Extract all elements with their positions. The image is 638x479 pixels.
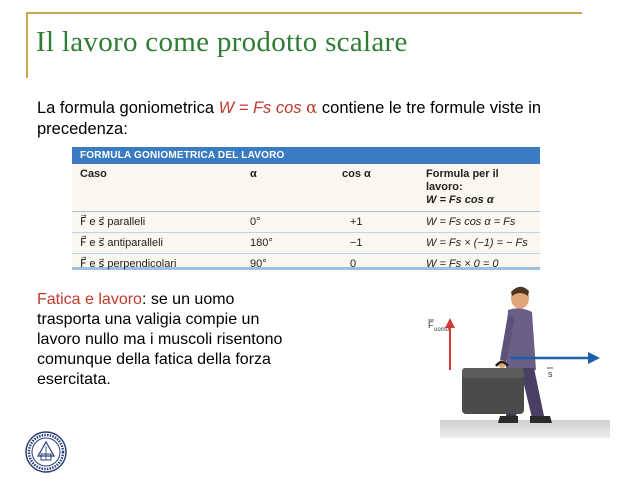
intro-text-before: La formula goniometrica (37, 99, 219, 117)
table-heading: FORMULA GONIOMETRICA DEL LAVORO (72, 147, 540, 164)
cell-law: W = Fs × 0 = 0 (426, 258, 499, 270)
intro-text-after: contiene le tre formule viste in precedenza: (37, 99, 542, 138)
cell-law: W = Fs × (−1) = − Fs (426, 237, 528, 249)
man-shoe-front (530, 416, 552, 423)
intro-alpha: α (306, 98, 318, 117)
column-header-law-line1: Formula per il lavoro: (426, 168, 499, 193)
cell-cos: +1 (350, 216, 363, 228)
table-row (72, 233, 540, 254)
force-label-sub: uomo (434, 327, 450, 333)
cell-alpha: 0° (250, 216, 261, 228)
column-header-cos: cos α (342, 168, 371, 180)
column-header-law-line2: W = Fs cos α (426, 194, 494, 206)
university-seal-logo (24, 430, 68, 474)
title-rule-vertical (26, 12, 28, 78)
cell-cos: −1 (350, 237, 363, 249)
man-shoe-back (498, 416, 518, 423)
cell-caso: F⃗ e s⃗ perpendicolari (80, 258, 177, 270)
intro-formula: W = Fs cos (218, 99, 307, 117)
cell-law: W = Fs cos α = Fs (426, 216, 516, 228)
slide-title: Il lavoro come prodotto scalare (36, 26, 408, 58)
displacement-label: s (548, 369, 553, 379)
fatica-lead: Fatica e lavoro (37, 291, 142, 308)
table-header-row (72, 164, 540, 212)
title-rule-horizontal (26, 12, 582, 14)
cell-cos: 0 (350, 258, 357, 270)
work-formula-table (72, 147, 540, 270)
cell-alpha: 180° (250, 237, 273, 249)
column-header-alpha: α (250, 168, 257, 180)
fatica-text: : se un uomo trasporta una valigia compie un lavoro nullo ma i muscoli risentono comunque della fatica della forza esercitata. (37, 291, 283, 388)
cell-caso: F⃗ e s⃗ paralleli (80, 216, 146, 228)
column-header-law (418, 164, 540, 212)
table-row (72, 254, 540, 275)
cell-alpha: 90° (250, 258, 267, 270)
formula-table (72, 164, 540, 274)
man-with-suitcase-illustration (412, 278, 612, 438)
column-header-caso: Caso (80, 168, 107, 180)
force-label: F (428, 320, 434, 330)
displacement-arrowhead (588, 352, 600, 364)
table-row (72, 212, 540, 233)
intro-paragraph (37, 97, 617, 140)
suitcase-lid (462, 368, 524, 378)
fatica-paragraph (37, 290, 297, 390)
cell-caso: F⃗ e s⃗ antiparalleli (80, 237, 163, 249)
